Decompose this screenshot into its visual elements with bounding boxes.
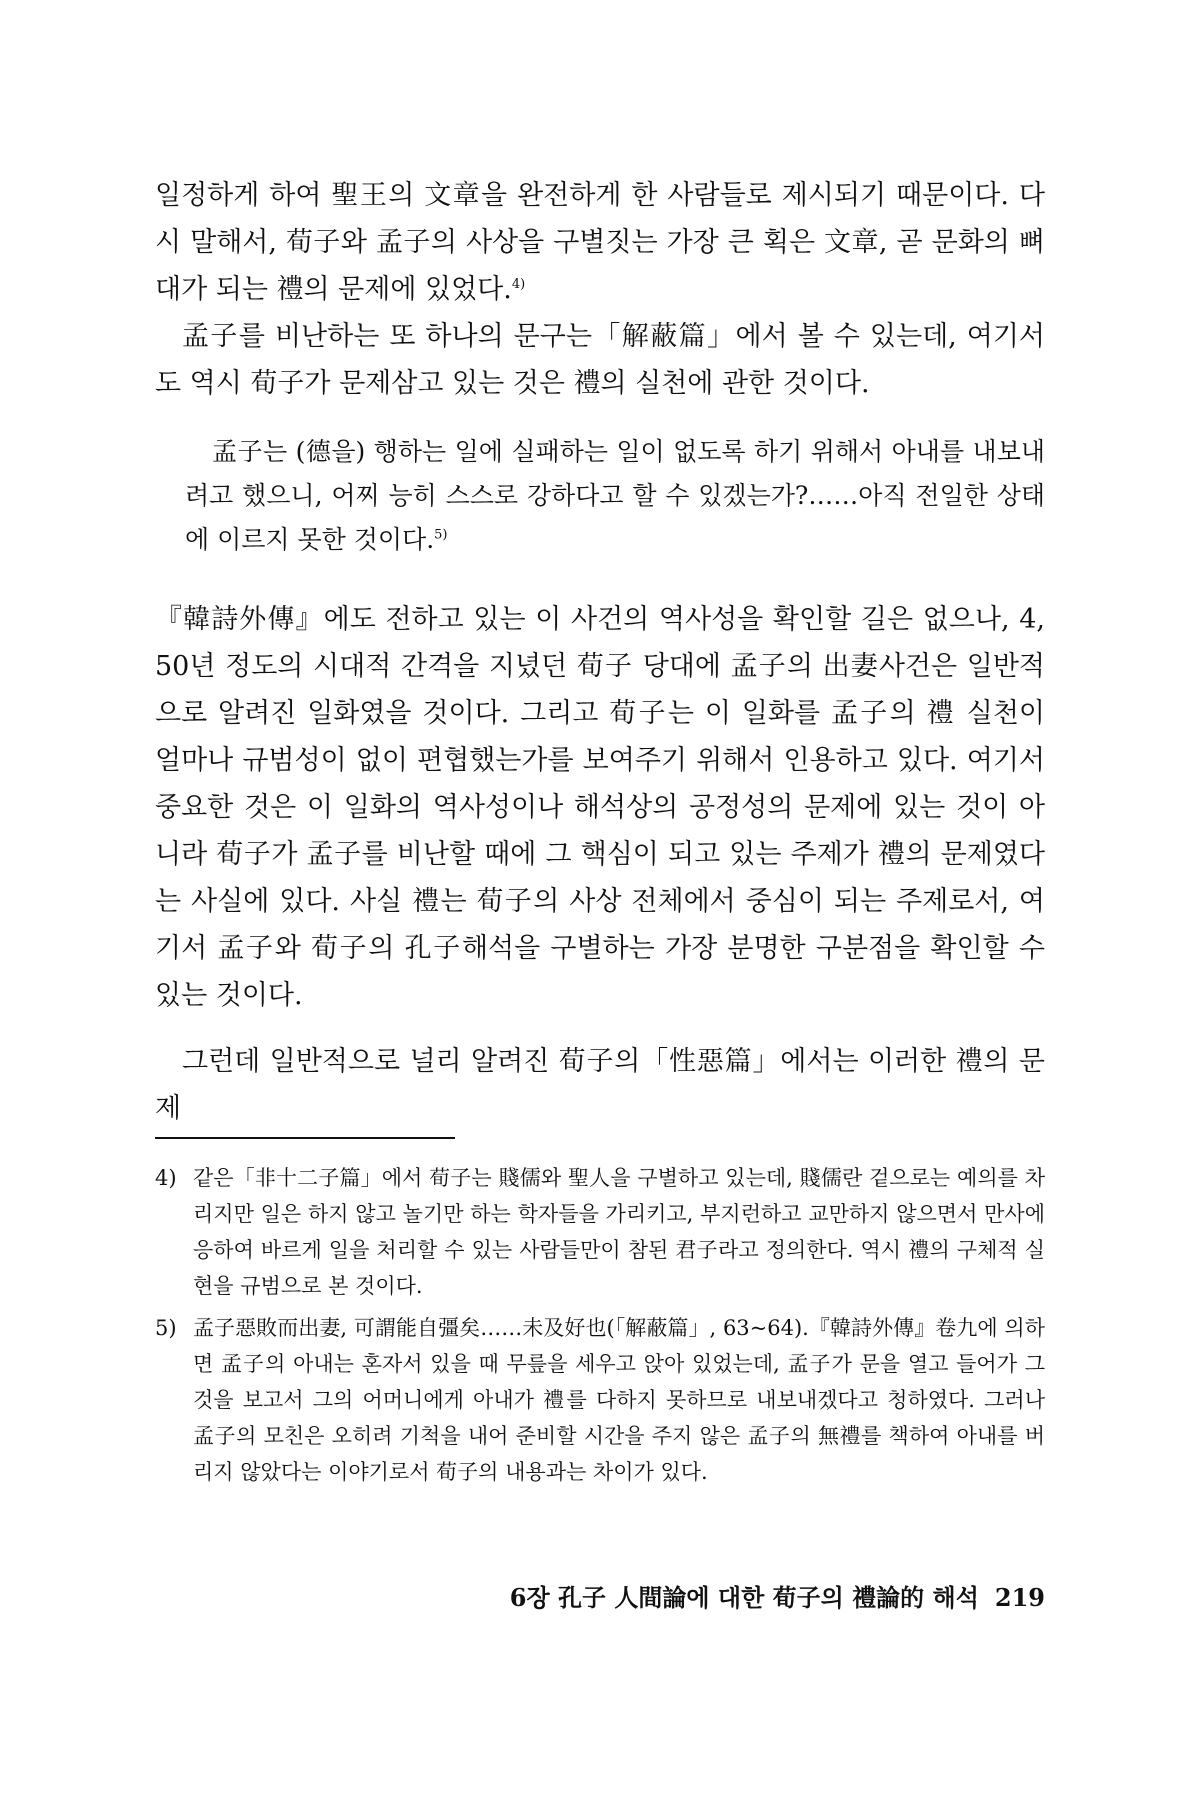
footnote-5 <box>155 1310 1045 1490</box>
footnote-ref-4: 4) <box>511 277 526 292</box>
paragraph-3 <box>155 596 1045 1019</box>
footnote-number: 5) <box>155 1316 177 1340</box>
block-quote-text: 孟子는 (德을) 행하는 일에 실패하는 일이 없도록 하기 위해서 아내를 내보내려고 했으니, 어찌 능히 스스로 강하다고 할 수 있겠는가?……아직 전일한 상태에 이르지 못한 것이다. <box>185 437 1045 554</box>
footnote-number: 4) <box>155 1166 177 1190</box>
paragraph-4-text: 그런데 일반적으로 널리 알려진 荀子의「性惡篇」에서는 이러한 禮의 문제 <box>155 1046 1045 1124</box>
running-footer <box>510 1580 1045 1616</box>
chapter-title: 6장 孔子 人間論에 대한 荀子의 禮論的 해석 <box>509 1583 979 1612</box>
paragraph-3-text: 『韓詩外傳』에도 전하고 있는 이 사건의 역사성을 확인할 길은 없으나, 4, 50년 정도의 시대적 간격을 지녔던 荀子 당대에 孟子의 出妻사건은 일반적으로 알려진 일화였을 것이다. 그리고 荀子는 이 일화를 孟子의 禮 실천이 얼마나 규범성이 없이 편협했는가를 보여주기 위해서 인용하고 있다. 여기서 중요한 것은 이 일화의 역사성이나 해석상의 공정성의 문제에 있는 것이 아니라 荀子가 孟子를 비난할 때에 그 핵심이 되고 있는 주제가 禮의 문제였다는 사실에 있다. 사실 禮는 荀子의 사상 전체에서 중심이 되는 주제로서, 여기서 孟子와 荀子의 孔子해석을 구별하는 가장 분명한 구분점을 확인할 수 있는 것이다. <box>155 604 1045 1011</box>
footnote-4 <box>155 1160 1045 1304</box>
paragraph-1 <box>155 172 1045 313</box>
footnote-divider <box>155 1137 455 1139</box>
block-quote <box>185 430 1045 562</box>
page-number: 219 <box>994 1583 1045 1612</box>
footnote-text: 孟子惡敗而出妻, 可謂能自彊矣……未及好也(「解蔽篇」, 63~64).『韓詩外傳』卷九에 의하면 孟子의 아내는 혼자서 있을 때 무릎을 세우고 앉아 있었는데, 孟子가 문을 열고 들어가 그것을 보고서 그의 어머니에게 아내가 禮를 다하지 못하므로 내보내겠다고 청하였다. 그러나 孟子의 모친은 오히려 기척을 내어 준비할 시간을 주지 않은 孟子의 無禮를 책하여 아내를 버리지 않았다는 이야기로서 荀子의 내용과는 차이가 있다. <box>193 1316 1045 1484</box>
paragraph-2-text: 孟子를 비난하는 또 하나의 문구는「解蔽篇」에서 볼 수 있는데, 여기서도 역시 荀子가 문제삼고 있는 것은 禮의 실천에 관한 것이다. <box>155 321 1045 399</box>
paragraph-4 <box>155 1038 1045 1132</box>
paragraph-1-text: 일정하게 하여 聖王의 文章을 완전하게 한 사람들로 제시되기 때문이다. 다시 말해서, 荀子와 孟子의 사상을 구별짓는 가장 큰 획은 文章, 곧 문화의 뼈대가 되는 禮의 문제에 있었다. <box>155 180 1045 305</box>
footnote-ref-5: 5) <box>434 527 448 543</box>
footnote-text: 같은「非十二子篇」에서 荀子는 賤儒와 聖人을 구별하고 있는데, 賤儒란 겉으로는 예의를 차리지만 일은 하지 않고 놀기만 하는 학자들을 가리키고, 부지런하고 교만하지 않으면서 만사에 응하여 바르게 일을 처리할 수 있는 사람들만이 참된 君子라고 정의한다. 역시 禮의 구체적 실현을 규범으로 본 것이다. <box>193 1166 1045 1298</box>
paragraph-2 <box>155 313 1045 407</box>
